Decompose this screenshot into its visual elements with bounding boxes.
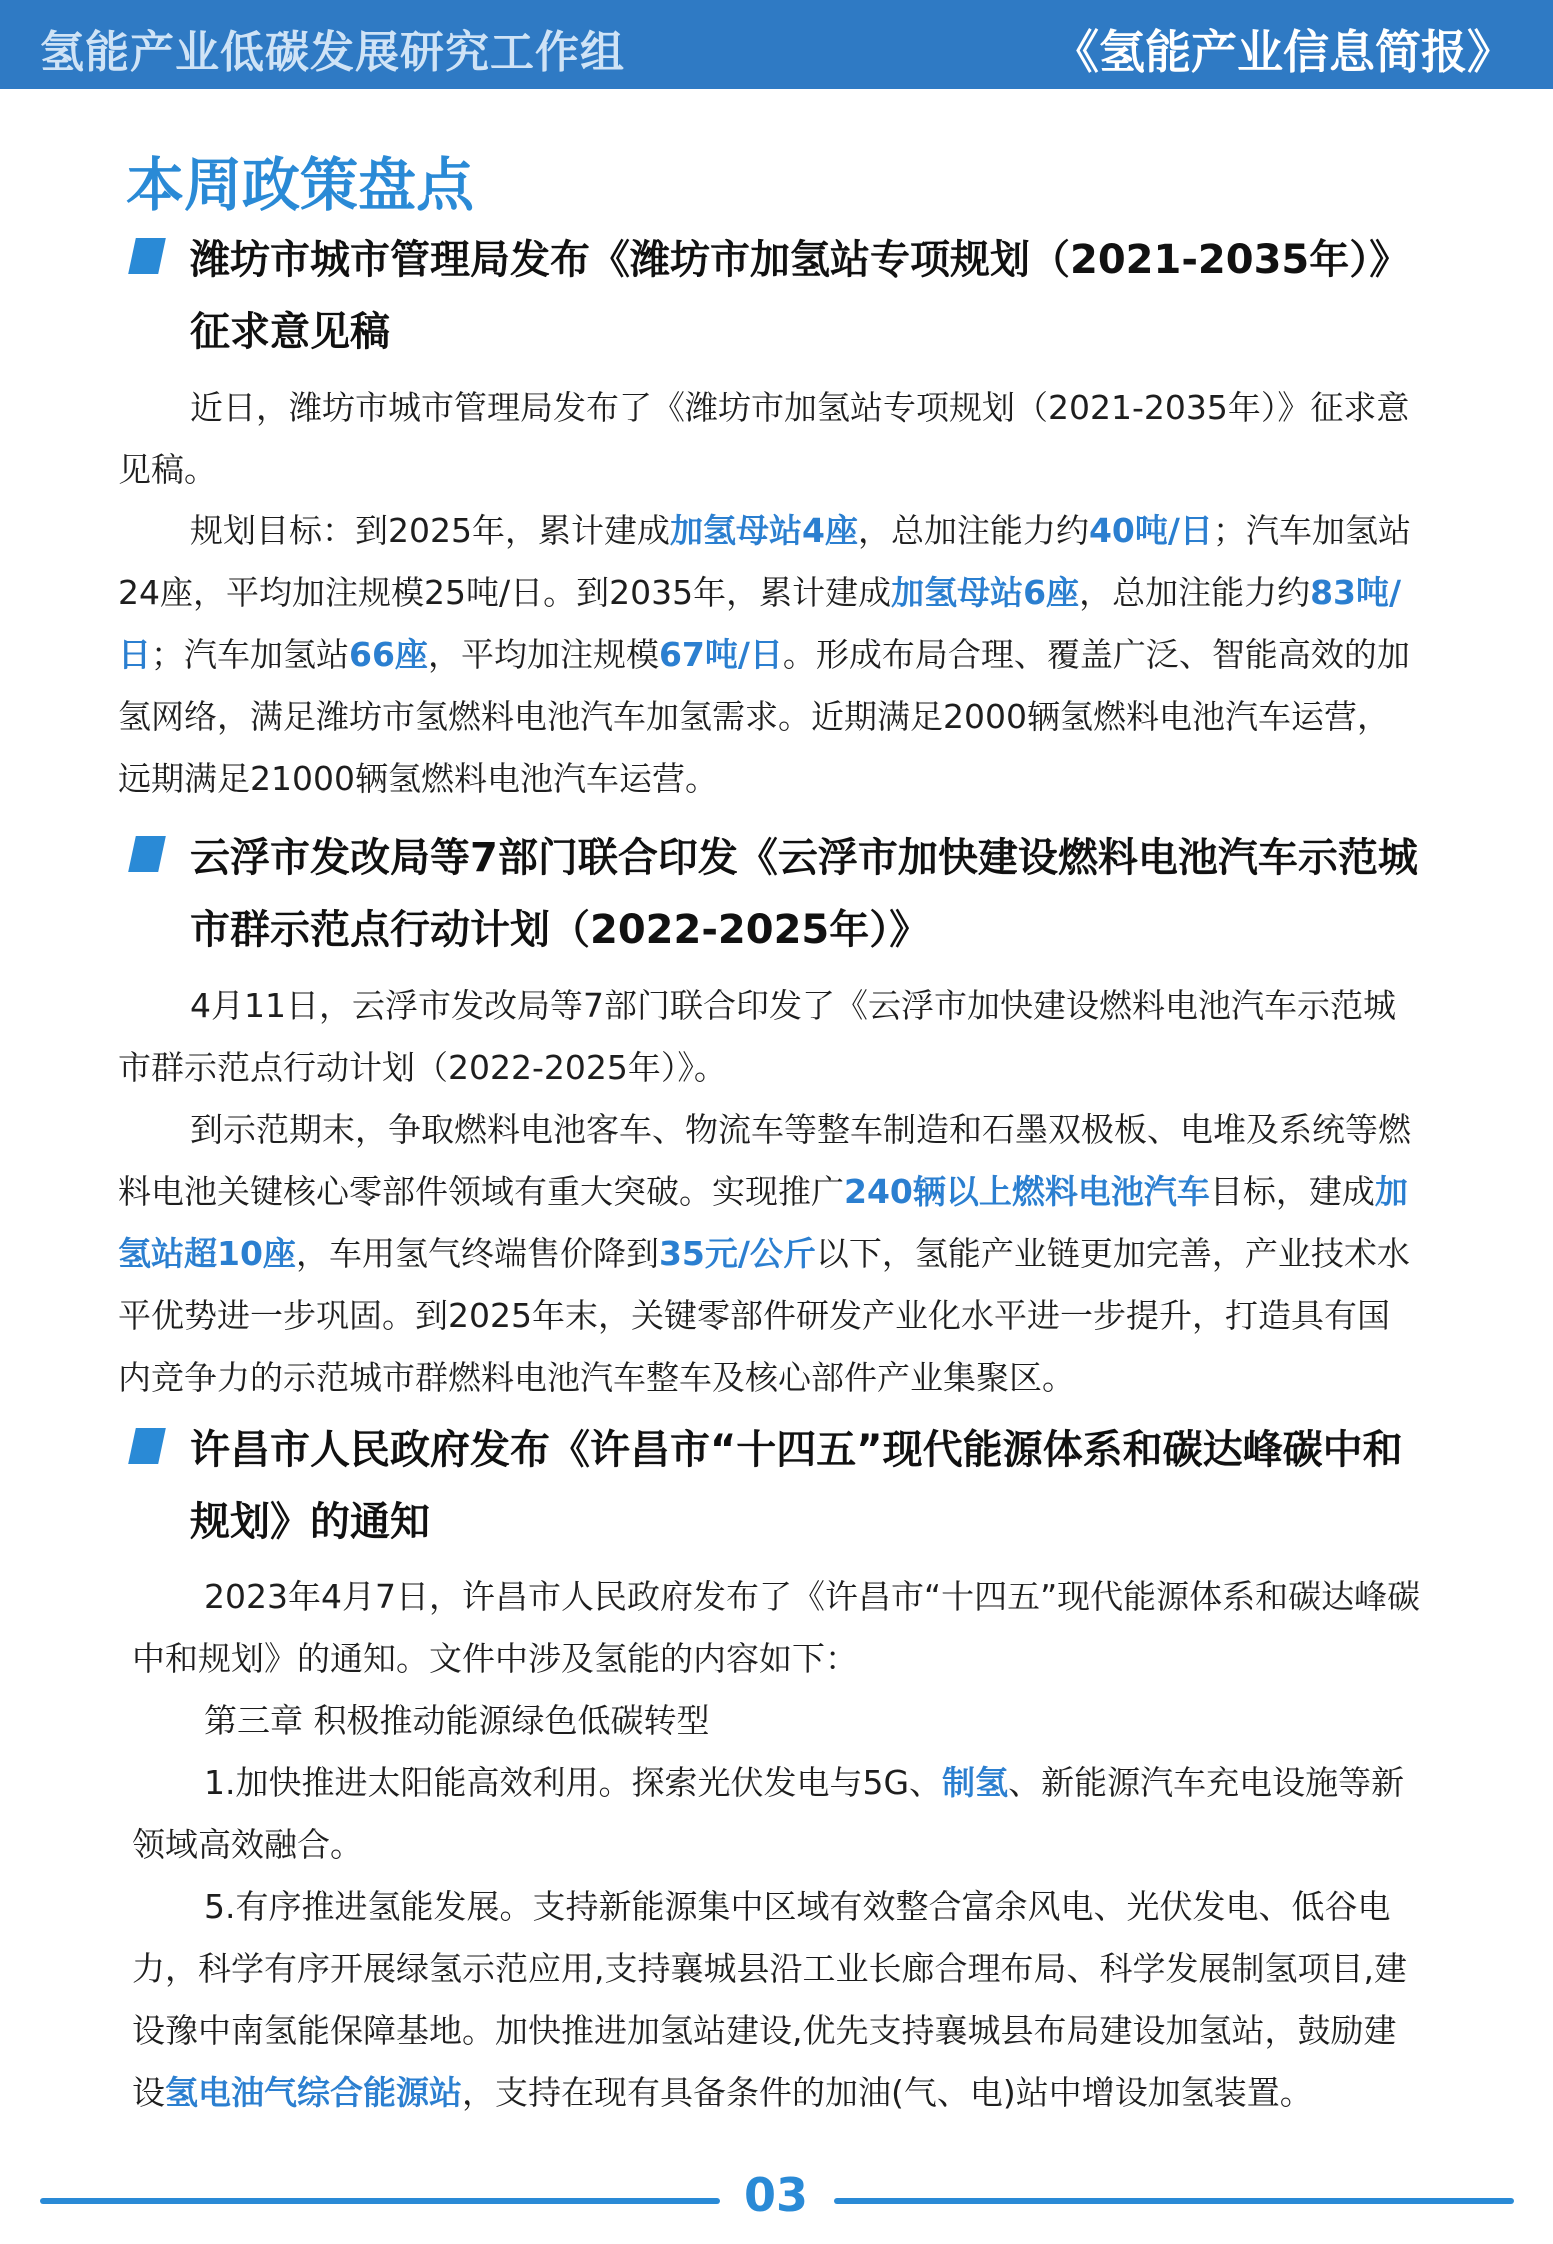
highlight-figure: 氢电油气综合能源站 [165,2073,462,2112]
highlight-figure: 240辆以上燃料电池汽车 [844,1172,1210,1211]
paragraph-text: 第三章 积极推动能源绿色低碳转型 [204,1701,710,1740]
item-paragraph [118,377,1418,501]
header-publication-name: 《氢能产业信息简报》 [1053,25,1513,79]
highlight-figure: 40吨/日 [1088,511,1213,550]
item-paragraph [132,1690,1422,1752]
item-marker-icon [128,836,166,872]
paragraph-text: 以下，氢能产业链更加完善，产业技术水平优势进一步巩固。到2025年末，关键零部件研发产业化水平进一步提升，打造具有国内竞争力的示范城市群燃料电池汽车整车及核心部件产业集聚区。 [118,1234,1410,1397]
paragraph-text: ；汽车加氢站24座，平均加注规模25吨/日。到2035年，累计建成 [118,511,1411,612]
item-paragraph [118,500,1418,810]
highlight-figure: 83吨/日 [118,573,1402,674]
paragraph-text: 规划目标：到2025年，累计建成 [190,511,670,550]
paragraph-text: ，平均加注规模 [427,635,659,674]
paragraph-text: 。形成布局合理、覆盖广泛、智能高效的加氢网络，满足潍坊市氢燃料电池汽车加氢需求。近期满足2000辆氢燃料电池汽车运营，远期满足21000辆氢燃料电池汽车运营。 [118,635,1410,798]
paragraph-text: 到示范期末，争取燃料电池客车、物流车等整车制造和石墨双极板、电堆及系统等燃料电池关键核心零部件领域有重大突破。实现推广 [118,1110,1411,1211]
page-number: 03 [743,2168,808,2222]
item-paragraph [132,1566,1422,1690]
paragraph-text: 2023年4月7日，许昌市人民政府发布了《许昌市“十四五”现代能源体系和碳达峰碳中和规划》的通知。文件中涉及氢能的内容如下： [132,1577,1421,1678]
footer-rule-left [40,2198,720,2204]
highlight-figure: 加氢站超10座 [118,1172,1408,1273]
paragraph-text: ，总加注能力约 [857,511,1089,550]
paragraph-text: ，支持在现有具备条件的加油(气、电)站中增设加氢装置。 [462,2073,1313,2112]
item-marker-icon [128,238,166,274]
highlight-figure: 35元/公斤 [658,1234,816,1273]
highlight-figure: 67吨/日 [658,635,783,674]
paragraph-text: 1.加快推进太阳能高效利用。探索光伏发电与5G、 [204,1763,943,1802]
header-org-name: 氢能产业低碳发展研究工作组 [40,27,625,78]
paragraph-text: ；汽车加氢站 [151,635,349,674]
item-paragraph [132,1752,1422,1876]
page-header [0,0,1553,89]
section-title: 本周政策盘点 [126,151,475,219]
item-title: 潍坊市城市管理局发布《潍坊市加氢站专项规划（2021-2035年）》征求意见稿 [190,237,1410,355]
footer-rule-right [834,2198,1514,2204]
highlight-figure: 66座 [349,635,428,674]
item-paragraph [118,1099,1418,1409]
item-paragraph [132,1876,1422,2124]
highlight-figure: 加氢母站4座 [669,511,858,550]
item-title: 许昌市人民政府发布《许昌市“十四五”现代能源体系和碳达峰碳中和规划》的通知 [190,1427,1403,1545]
paragraph-text: 、新能源汽车充电设施等新领域高效融合。 [132,1763,1405,1864]
paragraph-text: 4月11日，云浮市发改局等7部门联合印发了《云浮市加快建设燃料电池汽车示范城市群示范点行动计划（2022-2025年）》。 [118,986,1396,1087]
paragraph-text: 5.有序推进氢能发展。支持新能源集中区域有效整合富余风电、光伏发电、低谷电力，科学有序开展绿氢示范应用,支持襄城县沿工业长廊合理布局、科学发展制氢项目,建设豫中南氢能保障基地。加快推进加氢站建设,优先支持襄城县布局建设加氢站，鼓励建设 [132,1887,1407,2112]
paragraph-text: 近日，潍坊市城市管理局发布了《潍坊市加氢站专项规划（2021-2035年）》征求意见稿。 [118,388,1410,489]
item-paragraph [118,975,1418,1099]
item-marker-icon [128,1428,166,1464]
paragraph-text: 目标，建成 [1209,1172,1375,1211]
highlight-figure: 制氢 [942,1763,1009,1802]
item-title: 云浮市发改局等7部门联合印发《云浮市加快建设燃料电池汽车示范城市群示范点行动计划（2022-2025年）》 [190,835,1418,953]
paragraph-text: ，车用氢气终端售价降到 [295,1234,659,1273]
highlight-figure: 加氢母站6座 [891,573,1080,612]
paragraph-text: ，总加注能力约 [1079,573,1311,612]
